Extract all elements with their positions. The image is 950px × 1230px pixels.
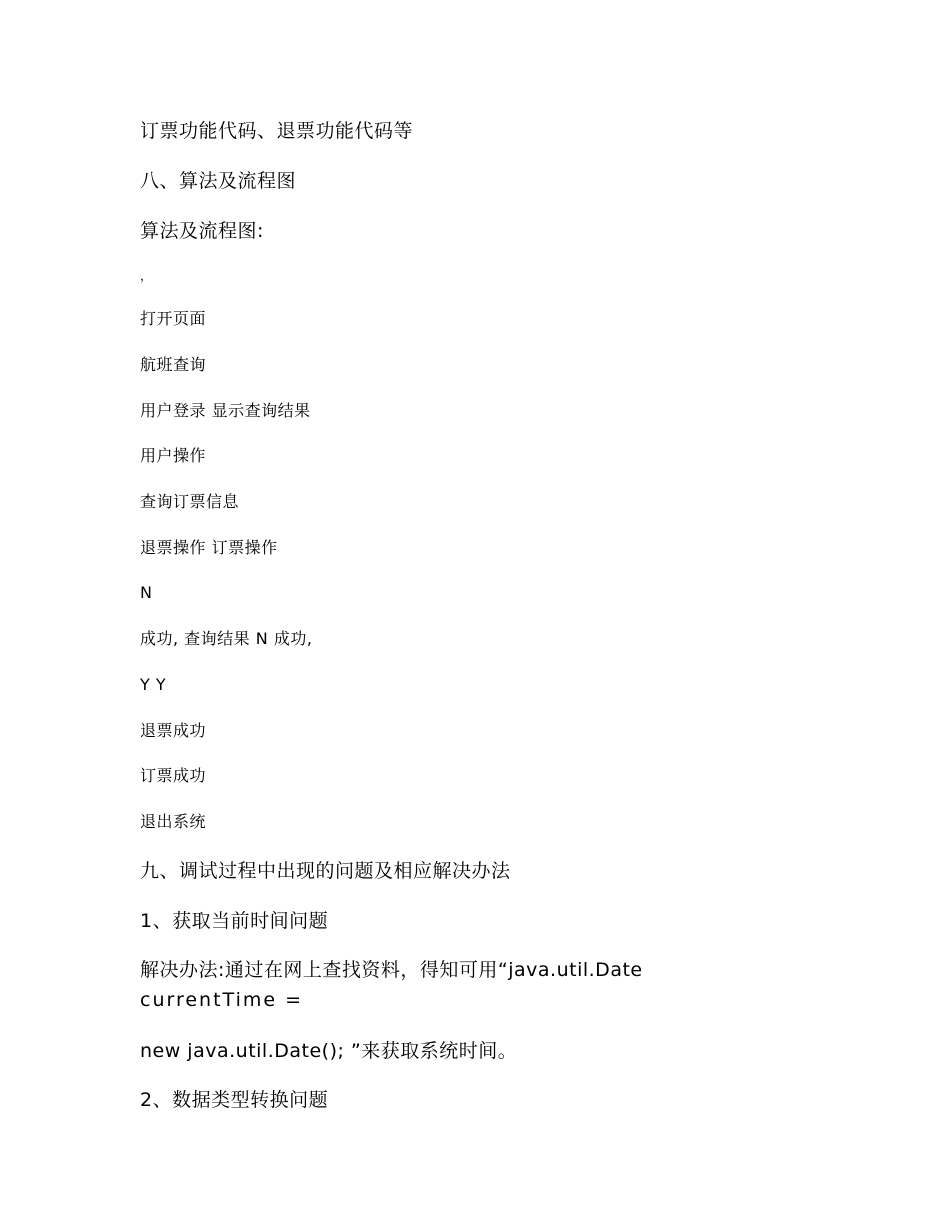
- flow-step-user-operation: 用户操作: [140, 446, 207, 465]
- section-heading-debugging: 九、调试过程中出现的问题及相应解决办法: [140, 860, 511, 882]
- flow-step-refund-success: 退票成功: [140, 721, 207, 740]
- subheading-algorithm: 算法及流程图:: [140, 220, 264, 242]
- solution-text-line2: currentTime =: [140, 989, 303, 1011]
- flow-step-success-check: 成功, 查询结果 N 成功,: [140, 629, 313, 648]
- flow-step-flight-query: 航班查询: [140, 355, 207, 374]
- flow-step-booking-success: 订票成功: [140, 766, 207, 785]
- flow-step-exit-system: 退出系统: [140, 812, 207, 831]
- text-line-features: 订票功能代码、退票功能代码等: [140, 120, 414, 142]
- problem-heading-type-conversion: 2、数据类型转换问题: [140, 1089, 329, 1111]
- problem-heading-time: 1、获取当前时间问题: [140, 910, 329, 932]
- flow-step-query-booking: 查询订票信息: [140, 492, 240, 511]
- solution-text-line1: 解决办法:通过在网上查找资料，得知可用“java.util.Date: [140, 959, 643, 981]
- stray-mark: ，: [140, 269, 153, 283]
- flow-step-refund-booking: 退票操作 订票操作: [140, 538, 278, 557]
- solution-text-line3: new java.util.Date(); ”来获取系统时间。: [140, 1040, 518, 1062]
- flow-label-n: N: [140, 583, 153, 602]
- flow-label-yy: Y Y: [140, 675, 167, 694]
- flow-step-login-results: 用户登录 显示查询结果: [140, 401, 311, 420]
- section-heading-algorithm: 八、算法及流程图: [140, 170, 297, 192]
- flow-step-open-page: 打开页面: [140, 309, 207, 328]
